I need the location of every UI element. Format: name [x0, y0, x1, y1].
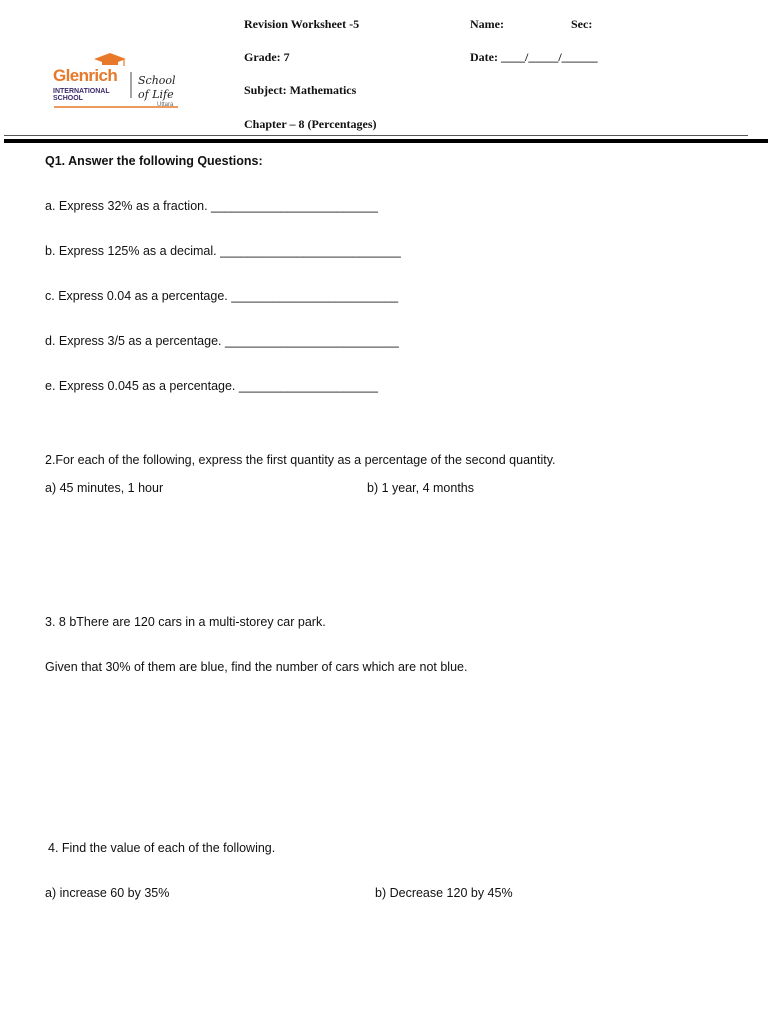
q1-item-c: c. Express 0.04 as a percentage. ________________________: [45, 289, 399, 303]
logo-brand-text: Glenrich: [53, 66, 118, 85]
logo-line2: SCHOOL: [53, 95, 83, 102]
q2-part-a: a) 45 minutes, 1 hour: [45, 481, 164, 495]
q3-line2: Given that 30% of them are blue, find the number of cars which are not blue.: [45, 660, 468, 674]
q1-item-b: b. Express 125% as a decimal. __________________________: [45, 244, 401, 258]
grade-label: Grade: 7: [244, 50, 290, 64]
q4-part-b: b) Decrease 120 by 45%: [375, 886, 513, 900]
q4-part-a: a) increase 60 by 35%: [45, 886, 170, 900]
subject-label: Subject: Mathematics: [244, 83, 357, 97]
name-field-label: Name:: [470, 17, 504, 31]
chapter-label: Chapter – 8 (Percentages): [244, 117, 377, 131]
q2-part-b: b) 1 year, 4 months: [367, 481, 475, 495]
q1-item-d: d. Express 3/5 as a percentage. _________________________: [45, 334, 399, 348]
header-divider-thick: [4, 139, 768, 143]
q1-item-e: e. Express 0.045 as a percentage. ____________________: [45, 379, 378, 393]
date-field-label: Date: ____/_____/______: [470, 50, 598, 64]
q1-item-a: a. Express 32% as a fraction. ________________________: [45, 199, 378, 213]
q1-heading: Q1. Answer the following Questions:: [45, 154, 263, 168]
logo-location: Uttara: [157, 102, 174, 108]
header-divider-thin: [4, 135, 748, 136]
q3-line1: 3. 8 bThere are 120 cars in a multi-storey car park.: [45, 615, 326, 629]
q4-text: 4. Find the value of each of the following.: [48, 841, 276, 855]
logo-line1: INTERNATIONAL: [53, 88, 110, 95]
logo-tagline1: School: [138, 74, 176, 87]
logo-tagline2: of Life: [138, 88, 174, 101]
sec-field-label: Sec:: [571, 17, 593, 31]
worksheet-title: Revision Worksheet -5: [244, 17, 360, 31]
q2-text: 2.For each of the following, express the first quantity as a percentage of the second quantity.: [45, 453, 556, 467]
school-logo: [52, 52, 182, 114]
